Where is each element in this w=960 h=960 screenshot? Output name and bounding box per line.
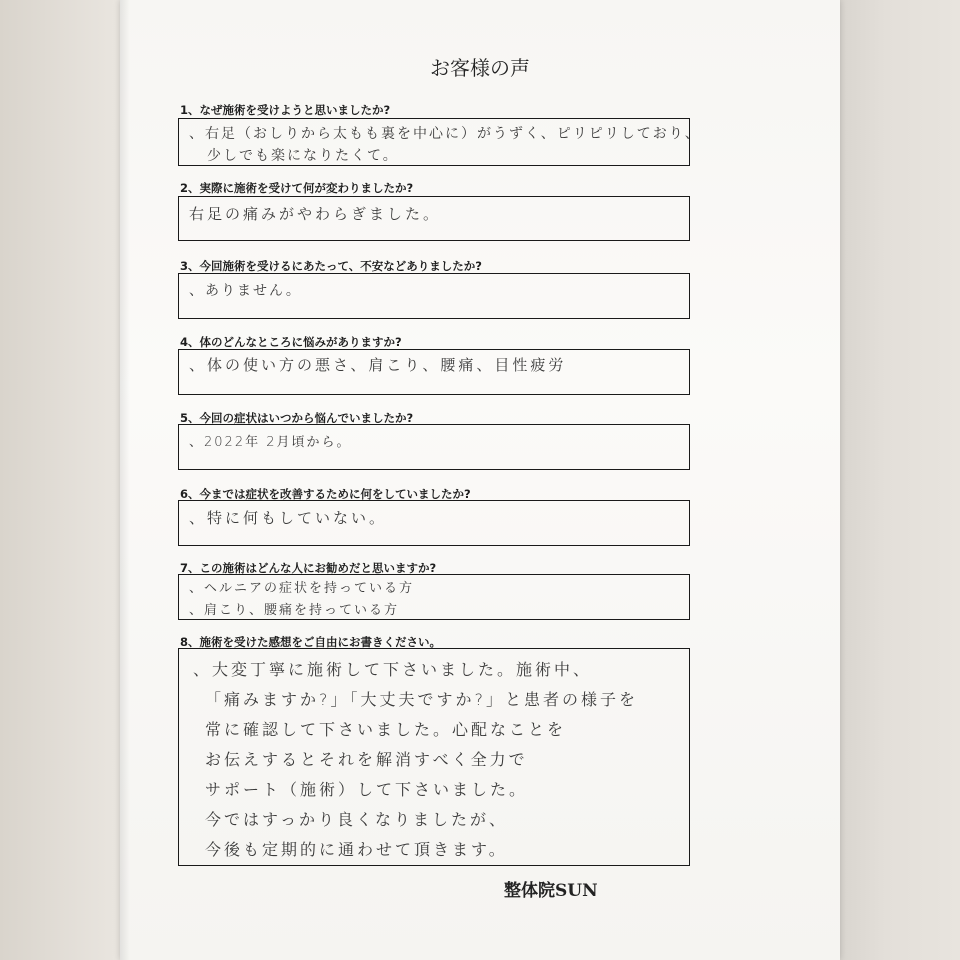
question-2-label: 2、実際に施術を受けて何が変わりましたか? bbox=[180, 181, 414, 195]
question-4-label: 4、体のどんなところに悩みがありますか? bbox=[180, 335, 402, 349]
survey-sheet bbox=[120, 0, 840, 960]
answer-box-2 bbox=[178, 196, 690, 241]
question-8-label: 8、施術を受けた感想をご自由にお書きください。 bbox=[180, 635, 441, 649]
answer-2-line-1: 右足の痛みがやわらぎました。 bbox=[189, 205, 442, 223]
answer-box-5 bbox=[178, 424, 690, 470]
question-5-label: 5、今回の症状はいつから悩んでいましたか? bbox=[180, 411, 414, 425]
answer-8-line-5: サポート（施術）して下さいました。 bbox=[205, 780, 529, 799]
sheet-edge-shadow bbox=[120, 0, 130, 960]
answer-box-4 bbox=[178, 349, 690, 395]
answer-8-line-7: 今後も定期的に通わせて頂きます。 bbox=[205, 840, 508, 859]
answer-box-1 bbox=[178, 118, 701, 166]
answer-7-line-2: 、肩こり、腰痛を持っている方 bbox=[189, 603, 400, 618]
survey-title: お客様の声 bbox=[430, 56, 530, 80]
answer-7-line-1: 、ヘルニアの症状を持っている方 bbox=[189, 581, 415, 596]
answer-box-8 bbox=[178, 648, 690, 866]
answer-8-line-1: 、大変丁寧に施術して下さいました。施術中、 bbox=[193, 660, 593, 679]
desk-background-right bbox=[836, 0, 960, 960]
question-7-label: 7、この施術はどんな人にお勧めだと思いますか? bbox=[180, 561, 437, 575]
answer-1-line-2: 少しでも楽になりたくて。 bbox=[207, 148, 399, 164]
answer-4-line-1: 、体の使い方の悪さ、肩こり、腰痛、目性疲労 bbox=[189, 356, 567, 374]
answer-6-line-1: 、特に何もしていない。 bbox=[189, 509, 388, 527]
answer-5-line-1: 、2022年 2月頃から。 bbox=[189, 435, 352, 450]
answer-8-line-6: 今ではすっかり良くなりましたが、 bbox=[205, 810, 509, 829]
answer-8-line-4: お伝えするとそれを解消すべく全力で bbox=[205, 750, 528, 769]
clinic-name: 整体院SUN bbox=[504, 881, 598, 901]
answer-box-7 bbox=[178, 574, 690, 620]
question-1-label: 1、なぜ施術を受けようと思いましたか? bbox=[180, 103, 391, 117]
answer-box-6 bbox=[178, 500, 690, 546]
question-6-label: 6、今までは症状を改善するために何をしていましたか? bbox=[180, 487, 471, 501]
answer-8-line-2: 「痛みますか?」「大丈夫ですか?」と患者の様子を bbox=[205, 690, 638, 709]
question-3-label: 3、今回施術を受けるにあたって、不安などありましたか? bbox=[180, 259, 482, 273]
answer-3-line-1: 、ありません。 bbox=[189, 283, 302, 299]
answer-box-3 bbox=[178, 273, 690, 319]
answer-8-line-3: 常に確認して下さいました。心配なことを bbox=[205, 720, 567, 739]
answer-1-line-1: 、右足（おしりから太もも裏を中心に）がうずく、ピリピリしており、 bbox=[189, 126, 701, 142]
